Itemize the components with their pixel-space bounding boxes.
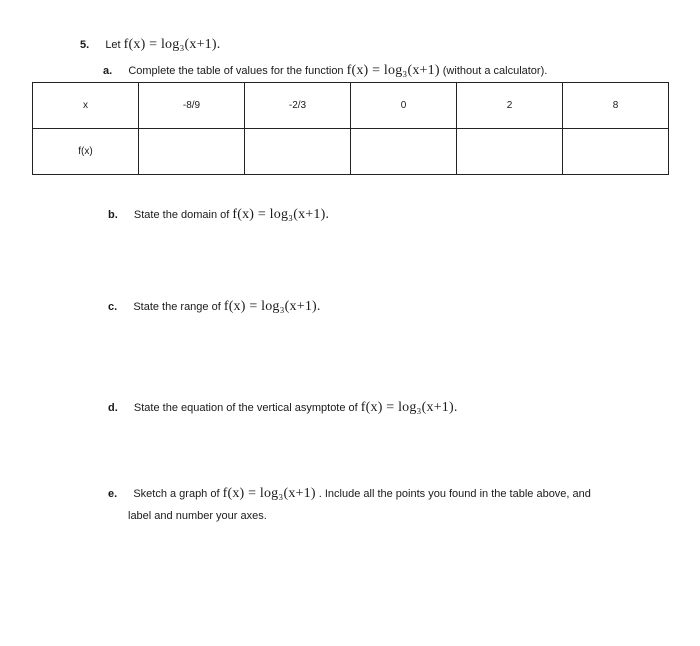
values-table bbox=[32, 82, 669, 175]
part-e-label: e. bbox=[108, 488, 118, 500]
problem-intro: Let bbox=[105, 39, 121, 51]
part-a-label: a. bbox=[103, 65, 113, 77]
table-row-x bbox=[33, 83, 669, 129]
part-b-end: . bbox=[325, 207, 330, 222]
fx-header-cell: f(x) bbox=[33, 129, 139, 175]
part-d-label: d. bbox=[108, 402, 118, 414]
fx-value-cell[interactable] bbox=[245, 129, 351, 175]
part-b bbox=[108, 207, 329, 223]
fx-value-cell[interactable] bbox=[351, 129, 457, 175]
part-a-text: Complete the table of values for the function bbox=[128, 65, 344, 77]
part-a bbox=[103, 63, 547, 79]
x-header-cell: x bbox=[33, 83, 139, 129]
problem-function: f(x) = log₃(x+1). bbox=[123, 37, 221, 52]
part-d-text: State the equation of the vertical asymptote of bbox=[133, 402, 358, 414]
part-d-function: f(x) = log₃(x+1) bbox=[360, 400, 454, 415]
part-b-function: f(x) = log₃(x+1) bbox=[232, 207, 326, 222]
part-c bbox=[108, 299, 321, 315]
fx-value-cell[interactable] bbox=[139, 129, 245, 175]
problem-number: 5. bbox=[80, 39, 90, 51]
part-a-function: f(x) = log₃(x+1) bbox=[346, 63, 440, 78]
x-value-cell: -2/3 bbox=[245, 83, 351, 129]
part-d bbox=[108, 400, 458, 416]
part-b-label: b. bbox=[108, 209, 118, 221]
part-a-text-after: (without a calculator). bbox=[442, 65, 548, 77]
x-value-cell: 2 bbox=[457, 83, 563, 129]
part-c-end: . bbox=[316, 299, 321, 314]
part-e bbox=[108, 486, 591, 502]
part-c-text: State the range of bbox=[133, 301, 221, 313]
part-e-continuation: label and number your axes. bbox=[128, 510, 267, 522]
part-d-end: . bbox=[453, 400, 458, 415]
fx-value-cell[interactable] bbox=[563, 129, 669, 175]
part-e-text-after: . Include all the points you found in the table above, and bbox=[318, 488, 591, 500]
part-e-function: f(x) = log₃(x+1) bbox=[222, 486, 316, 501]
part-e-text: Sketch a graph of bbox=[133, 488, 220, 500]
part-b-text: State the domain of bbox=[133, 209, 230, 221]
x-value-cell: -8/9 bbox=[139, 83, 245, 129]
part-c-function: f(x) = log₃(x+1) bbox=[223, 299, 317, 314]
x-value-cell: 0 bbox=[351, 83, 457, 129]
fx-value-cell[interactable] bbox=[457, 129, 563, 175]
x-value-cell: 8 bbox=[563, 83, 669, 129]
table-row-fx bbox=[33, 129, 669, 175]
problem-header bbox=[80, 37, 220, 53]
part-c-label: c. bbox=[108, 301, 118, 313]
